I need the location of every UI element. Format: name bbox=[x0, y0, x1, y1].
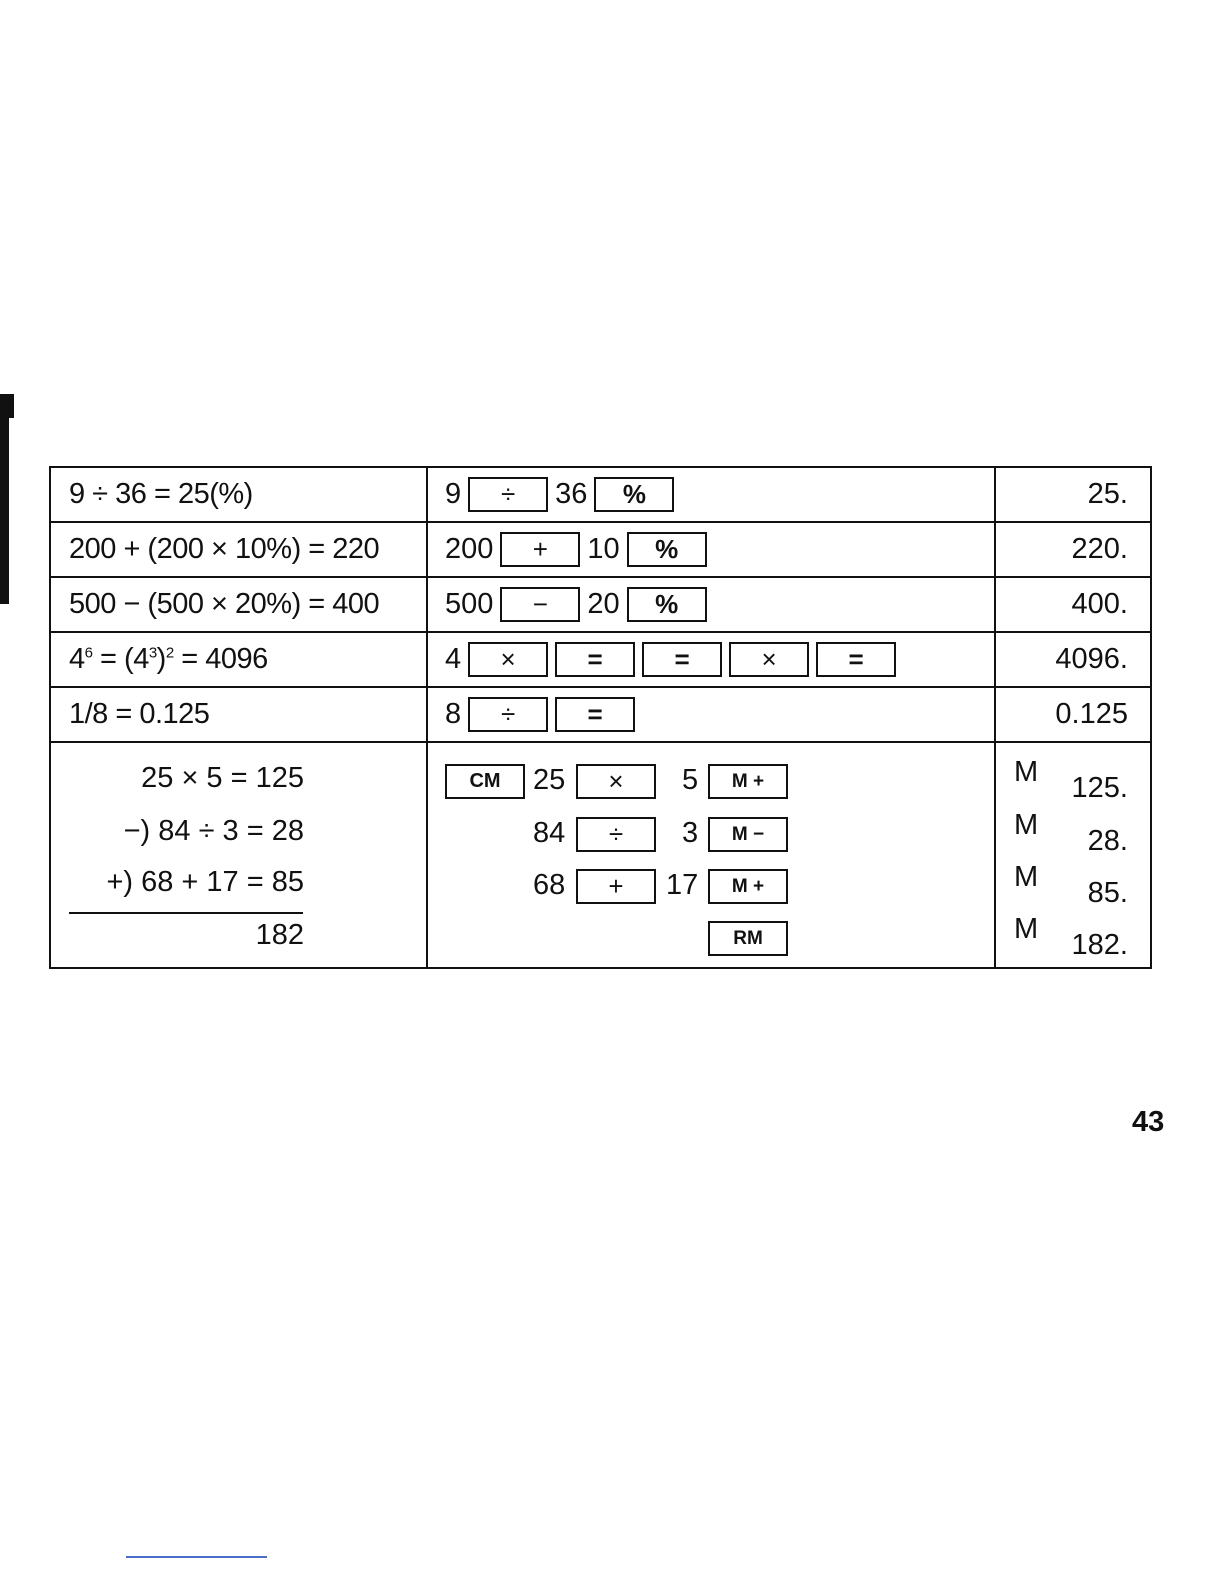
cm-key: CM bbox=[445, 764, 525, 799]
minus-key: − bbox=[500, 587, 580, 622]
multiply-key: × bbox=[468, 642, 548, 677]
plus-key: + bbox=[500, 532, 580, 567]
memory-indicator: M bbox=[1014, 756, 1039, 788]
footer-rule bbox=[126, 1556, 267, 1558]
expression-cell: 1/8 = 0.125 bbox=[50, 687, 427, 742]
calculation-examples-table bbox=[49, 466, 1152, 969]
equals-key: = bbox=[555, 642, 635, 677]
display-result: 125. bbox=[1071, 772, 1128, 804]
memory-indicator: M bbox=[1014, 861, 1039, 893]
memory-indicator: M bbox=[1014, 913, 1039, 945]
display-result: 28. bbox=[1087, 825, 1128, 857]
entry-number: 10 bbox=[587, 533, 620, 565]
entry-number: 68 bbox=[533, 869, 566, 901]
memory-key-sequence-cell bbox=[427, 742, 995, 968]
entry-number: 36 bbox=[555, 478, 588, 510]
entry-number: 84 bbox=[533, 817, 566, 849]
multiply-key: × bbox=[576, 764, 656, 799]
entry-number: 5 bbox=[682, 764, 699, 796]
entry-number: 200 bbox=[445, 533, 494, 565]
memory-expression-line: −) 84 ÷ 3 = 28 bbox=[123, 815, 304, 847]
key-sequence-cell bbox=[427, 632, 995, 687]
entry-number: 9 bbox=[445, 478, 462, 510]
display-result: 85. bbox=[1087, 877, 1128, 909]
divide-key: ÷ bbox=[468, 697, 548, 732]
expr-part: = (4 bbox=[92, 643, 149, 675]
memory-total: 182 bbox=[255, 919, 304, 951]
display-result: 25. bbox=[995, 467, 1151, 522]
display-result: 182. bbox=[1071, 929, 1128, 961]
expr-part: = 4096 bbox=[173, 643, 268, 675]
page-number: 43 bbox=[1132, 1106, 1165, 1138]
memory-expression-line: 25 × 5 = 125 bbox=[141, 762, 304, 794]
expression-cell: 500 − (500 × 20%) = 400 bbox=[50, 577, 427, 632]
m-plus-key: M + bbox=[708, 764, 788, 799]
table-row bbox=[50, 522, 1151, 577]
expr-exponent: 3 bbox=[148, 644, 157, 662]
percent-key: % bbox=[627, 587, 707, 622]
m-minus-key: M − bbox=[708, 817, 788, 852]
entry-number: 17 bbox=[666, 869, 699, 901]
key-sequence-cell bbox=[427, 467, 995, 522]
entry-number: 20 bbox=[587, 588, 620, 620]
percent-key: % bbox=[627, 532, 707, 567]
display-result: 0.125 bbox=[995, 687, 1151, 742]
table-row bbox=[50, 577, 1151, 632]
expr-exponent: 2 bbox=[165, 644, 174, 662]
divide-key: ÷ bbox=[468, 477, 548, 512]
expr-base: 4 bbox=[69, 643, 85, 675]
display-result: 220. bbox=[995, 522, 1151, 577]
divide-key: ÷ bbox=[576, 817, 656, 852]
entry-number: 500 bbox=[445, 588, 494, 620]
percent-key: % bbox=[594, 477, 674, 512]
expression-cell: 200 + (200 × 10%) = 220 bbox=[50, 522, 427, 577]
table-row bbox=[50, 687, 1151, 742]
entry-number: 3 bbox=[682, 817, 699, 849]
display-result: 400. bbox=[995, 577, 1151, 632]
memory-expression-line: +) 68 + 17 = 85 bbox=[106, 866, 304, 898]
m-plus-key: M + bbox=[708, 869, 788, 904]
table-row bbox=[50, 467, 1151, 522]
entry-number: 25 bbox=[533, 764, 566, 796]
expression-cell bbox=[50, 632, 427, 687]
equals-key: = bbox=[816, 642, 896, 677]
memory-expression-cell bbox=[50, 742, 427, 968]
sum-rule bbox=[69, 912, 303, 914]
plus-key: + bbox=[576, 869, 656, 904]
memory-indicator: M bbox=[1014, 809, 1039, 841]
key-sequence-cell bbox=[427, 522, 995, 577]
memory-display-cell bbox=[995, 742, 1151, 968]
entry-number: 8 bbox=[445, 698, 462, 730]
expr-exponent: 6 bbox=[84, 644, 93, 662]
equals-key: = bbox=[555, 697, 635, 732]
expression-cell: 9 ÷ 36 = 25(%) bbox=[50, 467, 427, 522]
rm-key: RM bbox=[708, 921, 788, 956]
multiply-key: × bbox=[729, 642, 809, 677]
memory-example-row bbox=[50, 742, 1151, 968]
equals-key: = bbox=[642, 642, 722, 677]
key-sequence-cell bbox=[427, 687, 995, 742]
key-sequence-cell bbox=[427, 577, 995, 632]
expr-part: ) bbox=[156, 643, 166, 675]
binding-mark bbox=[0, 408, 9, 604]
table-row bbox=[50, 632, 1151, 687]
entry-number: 4 bbox=[445, 643, 462, 675]
display-result: 4096. bbox=[995, 632, 1151, 687]
